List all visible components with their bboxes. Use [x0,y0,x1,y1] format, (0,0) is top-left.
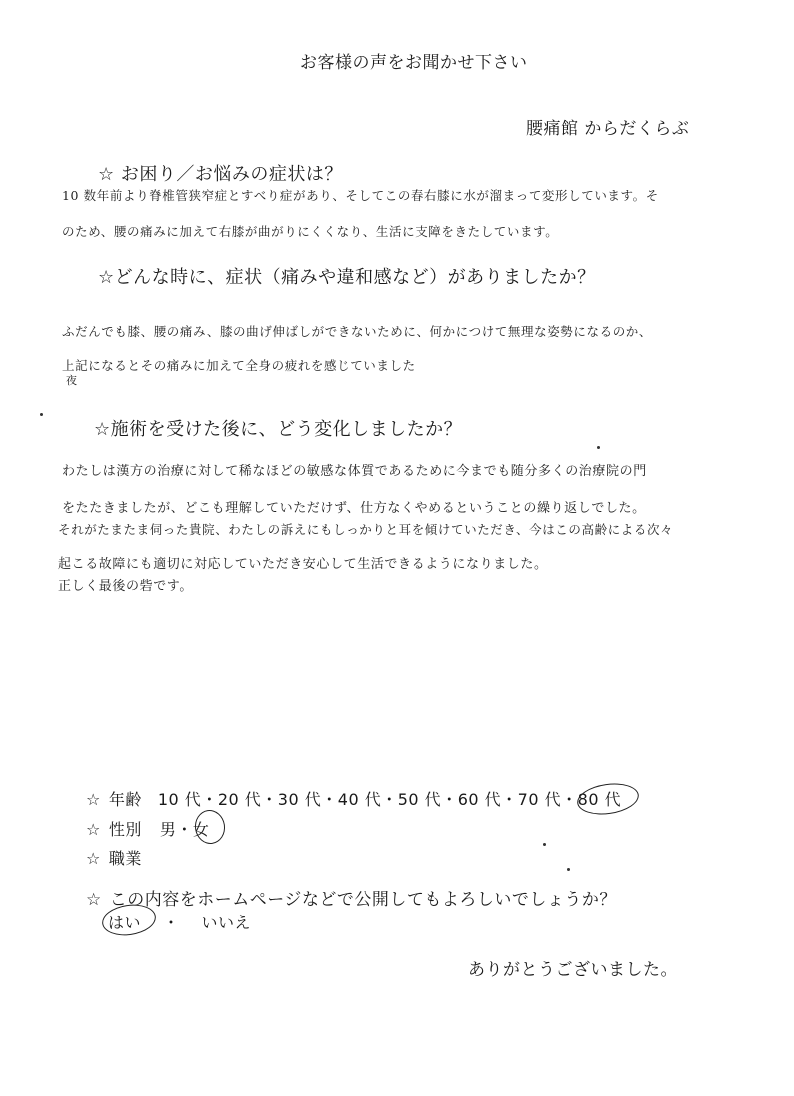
publish-question: この内容をホームページなどで公開してもよろしいでしょうか？ [109,890,617,910]
separator: ・ [163,913,180,932]
clinic-name: 腰痛館 からだくらぶ [526,119,690,139]
answer-after-line-1: わたしは漢方の治療に対して稀なほどの敏感な体質であるために今までも随分多くの治療院の門 [62,464,647,479]
question-when: ☆どんな時に、症状（痛みや違和感など）がありましたか？ [98,267,596,288]
separator: ・ [561,790,578,809]
age-option-60[interactable]: 60 代 [457,790,502,809]
publish-question-row [86,885,617,910]
thanks-message: ありがとうございました。 [468,960,678,980]
scan-speck [543,843,546,846]
separator: ・ [261,790,278,809]
separator: ・ [176,820,193,839]
separator: ・ [321,790,338,809]
age-option-30[interactable]: 30 代 [277,790,322,809]
age-option-70[interactable]: 70 代 [517,790,562,809]
separator: ・ [441,790,458,809]
publish-option-no[interactable]: いいえ [201,913,252,932]
scan-speck [567,868,570,871]
gender-row [86,817,209,840]
age-label: 年齢 [108,790,142,809]
separator: ・ [381,790,398,809]
answer-after-line-4: 起こる故障にも適切に対応していただき安心して生活できるようになりました。 [58,557,548,572]
age-option-20[interactable]: 20 代 [217,790,262,809]
job-row [86,846,142,869]
age-row [86,787,621,810]
answer-symptoms-line-2: のため、腰の痛みに加えて右膝が曲がりにくくなり、生活に支障をきたしています。 [62,224,559,239]
answer-after-line-2: をたたきましたが、どこも理解していただけず、仕方なくやめるということの繰り返しでした。 [62,501,646,516]
gender-option-female[interactable]: 女 [192,820,210,839]
question-after-treatment: ☆施術を受けた後に、どう変化しましたか？ [94,419,463,440]
separator: ・ [501,790,518,809]
age-option-80[interactable]: 80 代 [577,790,622,809]
age-option-10[interactable]: 10 代 [157,790,202,809]
scan-speck [597,446,600,449]
gender-selected-circle [193,808,227,846]
answer-after-line-3: それがたまたま伺った貴院、わたしの訴えにもしっかりと耳を傾けていただき、今はこの高齢による次々 [58,522,674,537]
star-icon: ☆ [86,849,101,868]
form-title: お客様の声をお聞かせ下さい [300,53,528,73]
answer-symptoms-line-1: 10 数年前より脊椎管狭窄症とすべり症があり、そしてこの春右膝に水が溜まって変形しています。そ [62,188,659,203]
gender-label: 性別 [108,820,142,839]
answer-when-line-1: ふだんでも膝、腰の痛み、膝の曲げ伸ばしができないために、何かにつけて無理な姿勢になるのか、 [62,324,653,339]
age-selected-circle [575,780,641,818]
question-symptoms: ☆ お困り／お悩みの症状は？ [98,164,343,185]
answer-when-line-2: 上記になるとその痛みに加えて全身の疲れを感じていました [62,358,416,373]
star-icon: ☆ [86,820,101,839]
star-icon: ☆ [86,890,102,910]
gender-option-male[interactable]: 男 [159,820,177,839]
age-option-40[interactable]: 40 代 [337,790,382,809]
handwritten-correction: 夜 [66,374,77,387]
publish-option-yes[interactable]: はい [108,913,142,932]
star-icon: ☆ [86,790,101,809]
separator: ・ [201,790,218,809]
job-label: 職業 [108,849,142,868]
answer-after-line-5: 正しく最後の砦です。 [58,579,193,594]
age-option-50[interactable]: 50 代 [397,790,442,809]
scan-speck [40,413,43,416]
